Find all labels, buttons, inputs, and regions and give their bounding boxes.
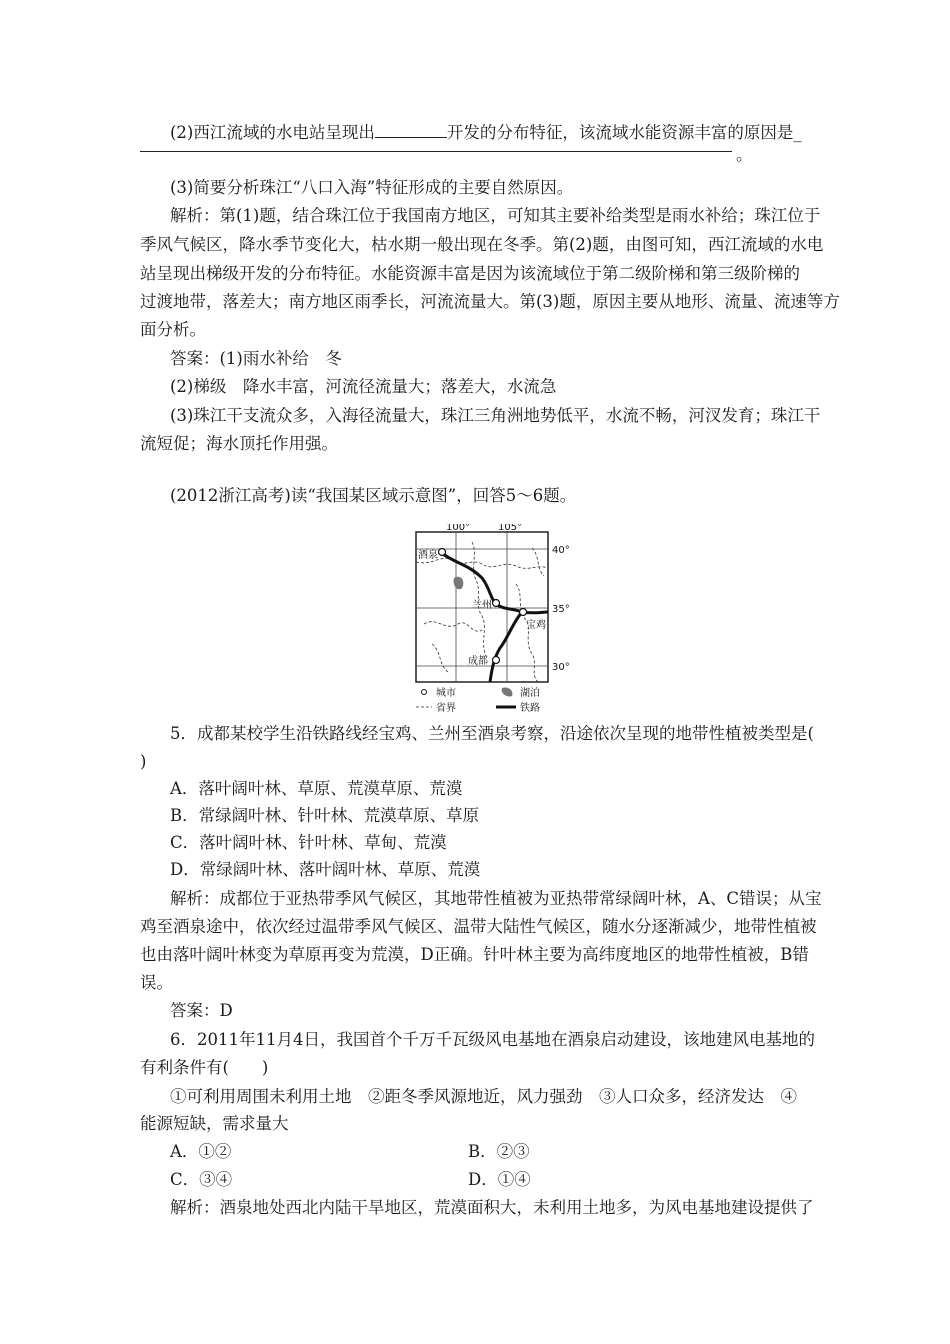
lat-label: 30° [552,662,570,673]
legend-boundary-label: 省界 [436,703,456,714]
city-label: 成都 [468,656,488,667]
section-intro: (2012浙江高考)读“我国某区域示意图”，回答5～6题。 [170,486,577,505]
option-b: B．常绿阔叶林、针叶林、荒漠草原、草原 [170,806,480,825]
question-2 [170,123,802,143]
analysis-line: 站呈现出梯级开发的分布特征。水能资源丰富是因为该流域位于第二级阶梯和第三级阶梯的 [140,264,800,283]
option-d: D．①④ [468,1170,531,1189]
analysis-line: 过渡地带，落差大；南方地区雨季长，河流流量大。第(3)题，原因主要从地形、流量、流速等方 [140,292,840,311]
question-5-stem-cont: ) [140,752,147,771]
option-a: A．①② [170,1142,232,1161]
region-map-svg [412,524,572,714]
question-6-conditions: ①可利用周围未利用土地 ②距冬季风源地近，风力强劲 ③人口众多，经济发达 ④ [170,1087,797,1106]
analysis-line: 误。 [140,973,173,992]
city-label: 酒泉 [418,550,438,561]
legend-city-label: 城市 [436,688,456,699]
legend-lake-label: 湖泊 [520,688,540,699]
option-a: A．落叶阔叶林、草原、荒漠草原、荒漠 [170,779,463,798]
answer-line-2: (2)梯级 降水丰富，河流径流量大；落差大，水流急 [170,377,557,396]
city-marker [493,657,500,664]
analysis-line: 也由落叶阔叶林变为草原再变为荒漠，D正确。针叶林主要为高纬度地区的地带性植被，B错 [140,945,809,964]
lon-label: 105° [498,524,523,533]
analysis-line: 解析：第(1)题，结合珠江位于我国南方地区，可知其主要补给类型是雨水补给；珠江位于 [170,206,821,225]
legend-city-icon [422,690,427,695]
answer-line [140,151,732,152]
lat-label: 35° [552,604,570,615]
legend-railway-label: 铁路 [520,703,540,714]
analysis-line: 面分析。 [140,320,206,339]
answer-line-3: (3)珠江干支流众多，入海径流量大，珠江三角洲地势低平，水流不畅，河汊发育；珠江干 [170,406,821,425]
question-2-suffix: 开发的分布特征，该流域水能资源丰富的原因是_ [446,123,802,142]
option-c: C．落叶阔叶林、针叶林、草甸、荒漠 [170,833,447,852]
question-2-end: 。 [736,145,753,164]
province-boundary [516,584,538,682]
province-boundary [472,542,486,656]
analysis-line: 季风气候区，降水季节变化大，枯水期一般出现在冬季。第(2)题，由图可知，西江流域的水电 [140,235,824,254]
legend-lake-icon [502,687,513,696]
lon-label: 100° [446,524,471,533]
province-boundary [532,548,544,576]
province-boundary [424,622,482,632]
answer-line-1: 答案：(1)雨水补给 冬 [170,349,342,368]
question-2-prefix: (2)西江流域的水电站呈现出 [170,123,375,142]
region-map [412,524,572,718]
city-label: 宝鸡 [526,620,546,631]
city-marker [439,549,446,556]
province-boundary [432,644,448,672]
question-6-conditions-cont: 能源短缺，需求量大 [140,1114,289,1133]
analysis-line: 解析：成都位于亚热带季风气候区，其地带性植被为亚热带常绿阔叶林，A、C错误；从宝 [170,889,822,908]
analysis-line: 鸡至酒泉途中，依次经过温带季风气候区、温带大陆性气候区，随水分逐渐减少，地带性植被 [140,917,817,936]
question-3: (3)简要分析珠江“八口入海”特征形成的主要自然原因。 [170,178,574,197]
question-6-stem: 6．2011年11月4日，我国首个千万千瓦级风电基地在酒泉启动建设，该地建风电基地的 [170,1030,815,1049]
analysis-line: 解析：酒泉地处西北内陆干旱地区，荒漠面积大，未利用土地多，为风电基地建设提供了 [170,1198,814,1217]
question-6-stem-cont: 有利条件有( ) [140,1058,269,1077]
option-c: C．③④ [170,1170,233,1189]
option-b: B．②③ [468,1142,530,1161]
city-label: 兰州 [472,600,492,611]
option-d: D．常绿阔叶林、落叶阔叶林、草原、荒漠 [170,860,481,879]
city-marker [520,609,527,616]
lake-shape [454,577,464,590]
question-5-stem: 5．成都某校学生沿铁路线经宝鸡、兰州至酒泉考察，沿途依次呈现的地带性植被类型是( [170,724,814,743]
railway-line [490,612,522,682]
answer-line-3-cont: 流短促；海水顶托作用强。 [140,434,338,453]
city-marker [493,600,500,607]
answer-blank [375,123,447,138]
answer-5: 答案：D [170,1001,233,1020]
lat-label: 40° [552,545,570,556]
